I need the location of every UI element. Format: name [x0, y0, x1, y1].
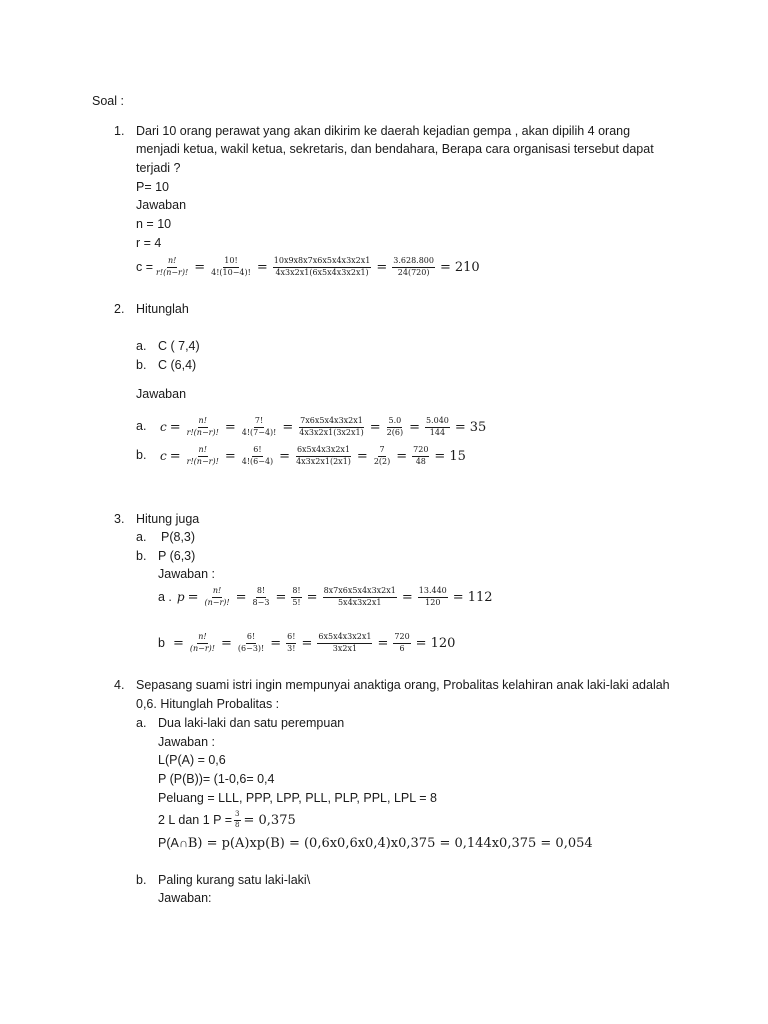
q3-b-text: P (6,3) — [158, 549, 196, 563]
q3a-frac-1: $\frac{n!}{(n-r)!}$ — [204, 586, 230, 607]
q3-title: Hitung juga — [136, 512, 200, 526]
q1-result: 210 — [454, 259, 480, 275]
q3b-frac-2: $\frac{6!}{(6-3)!}$ — [237, 632, 265, 653]
q2b-frac-4: $\frac{7}{2(2)}$ — [373, 445, 391, 466]
q2-b-label: b. — [136, 358, 147, 372]
q1-frac-1: $\frac{n!}{r!(n-r)!}$ — [156, 256, 189, 277]
q1-p: P= 10 — [136, 180, 170, 194]
q1-formula: c = $\frac{n!}{r!(n-r)!}$ = $\frac{10!}{4!(10-4)!}$ = $\frac{10x9x8x7x6x5x4x3x2x1}{4x3x2x1(6x5x4x3x2x1)}$ = $\frac{3.628.800}{24(720)}$ = 210 — [136, 256, 480, 277]
q2-title: Hitunglah — [136, 302, 189, 316]
q4-a-label: a. — [136, 716, 147, 730]
q2-jawaban: Jawaban — [136, 387, 187, 401]
q3-a-label: a. — [136, 530, 147, 544]
q4-pb: P (P(B))= (1-0,6= 0,4 — [158, 772, 275, 786]
q4-line2: 0,6. Hitunglah Probalitas : — [136, 697, 280, 711]
q4-twol-frac: $\frac{3}{8}$ — [235, 810, 240, 829]
q4-peluang: Peluang = LLL, PPP, LPP, PLL, PLP, PPL, LPL = 8 — [158, 791, 437, 805]
q1-frac-2: $\frac{10!}{4!(10-4)!}$ — [211, 256, 251, 277]
q1-formula-lhs: c = — [136, 259, 154, 274]
q2-formula-b: c = $\frac{n!}{r!(n-r)!}$ = $\frac{6!}{4!(6-4)}$ = $\frac{6x5x4x3x2x1}{4x3x2x1(2x1)}$ = $\frac{7}{2(2)}$ = $\frac{720}{48}$ = 15 — [160, 445, 466, 466]
q4-b-label: b. — [136, 873, 147, 887]
q4-a-text: Dua laki-laki dan satu perempuan — [158, 716, 345, 730]
q2a-frac-4: $\frac{5.0}{2(6)}$ — [386, 416, 404, 437]
q3-jawaban: Jawaban : — [158, 567, 215, 581]
q3a-frac-3: $\frac{8!}{5!}$ — [292, 586, 301, 607]
q2-formula-a: c = $\frac{n!}{r!(n-r)!}$ = $\frac{7!}{4!(7-4)!}$ = $\frac{7x6x5x4x3x2x1}{4x3x2x1(3x2x1)}$ = $\frac{5.0}{2(6)}$ = $\frac{5.040}{144}$ = 35 — [160, 416, 487, 437]
q2-number: 2. — [114, 302, 125, 316]
q3a-frac-2: $\frac{8!}{8-3}$ — [252, 586, 270, 607]
q4-twol: 2 L dan 1 P = $\frac{3}{8}$ = 0,375 — [158, 810, 296, 829]
q1-line3: terjadi ? — [136, 161, 181, 175]
q2b-frac-1: $\frac{n!}{r!(n-r)!}$ — [186, 445, 219, 466]
q2-a-text: C ( 7,4) — [158, 339, 200, 353]
q4-line1: Sepasang suami istri ingin mempunyai anaktiga orang, Probalitas kelahiran anak laki-laki adalah — [136, 678, 670, 692]
q3-a-text: P(8,3) — [161, 530, 196, 544]
q2b-frac-2: $\frac{6!}{4!(6-4)}$ — [241, 445, 274, 466]
page-title: Soal : — [92, 94, 124, 108]
q3b-frac-4: $\frac{6x5x4x3x2x1}{3x2x1}$ — [318, 632, 372, 653]
q3a-result: 112 — [467, 589, 493, 605]
q2-a-label: a. — [136, 339, 147, 353]
q2-fb-label: b. — [136, 448, 147, 462]
q1-jawaban: Jawaban — [136, 198, 187, 212]
q2-fa-label: a. — [136, 419, 147, 433]
q4-b-text: Paling kurang satu laki-laki\ — [158, 873, 311, 887]
q2b-frac-3: $\frac{6x5x4x3x2x1}{4x3x2x1(2x1)}$ — [296, 445, 351, 466]
q3-formula-b: b = $\frac{n!}{(n-r)!}$ = $\frac{6!}{(6-3)!}$ = $\frac{6!}{3!}$ = $\frac{6x5x4x3x2x1}{3x2x1}$ = $\frac{720}{6}$ = 120 — [158, 632, 456, 653]
q1-frac-3: $\frac{10x9x8x7x6x5x4x3x2x1}{4x3x2x1(6x5x4x3x2x1)}$ — [273, 256, 371, 277]
q1-r: r = 4 — [136, 236, 162, 250]
q2a-frac-2: $\frac{7!}{4!(7-4)!}$ — [241, 416, 277, 437]
q1-line2: menjadi ketua, wakil ketua, sekretaris, dan bendahara, Berapa cara organisasi tersebut dapat — [136, 142, 654, 156]
q1-line1: Dari 10 orang perawat yang akan dikirim ke daerah kejadian gempa , akan dipilih 4 orang — [136, 124, 631, 138]
q4-la: L(P(A) = 0,6 — [158, 753, 226, 767]
q3b-frac-1: $\frac{n!}{(n-r)!}$ — [189, 632, 215, 653]
q2a-frac-3: $\frac{7x6x5x4x3x2x1}{4x3x2x1(3x2x1)}$ — [299, 416, 364, 437]
q3b-result: 120 — [430, 635, 456, 651]
q4-pab: P(A∩ B) = p(A)xp(B) = (0,6x0,6x0,4)x0,375 = 0,144x0,375 = 0,054 — [158, 835, 593, 851]
q3-formula-a: a . p = $\frac{n!}{(n-r)!}$ = $\frac{8!}{8-3}$ = $\frac{8!}{5!}$ = $\frac{8x7x6x5x4x3x2x1}{5x4x3x2x1}$ = $\frac{13.440}{120}$ = 112 — [158, 586, 493, 607]
q2-b-text: C (6,4) — [158, 358, 197, 372]
q4-number: 4. — [114, 678, 125, 692]
q1-frac-4: $\frac{3.628.800}{24(720)}$ — [393, 256, 434, 277]
q3-b-label: b. — [136, 549, 147, 563]
q2b-result: 15 — [449, 448, 466, 464]
q4-b-jawaban: Jawaban: — [158, 891, 212, 905]
q2a-frac-1: $\frac{n!}{r!(n-r)!}$ — [186, 416, 219, 437]
q2b-frac-5: $\frac{720}{48}$ — [413, 445, 429, 466]
q3a-frac-5: $\frac{13.440}{120}$ — [418, 586, 447, 607]
q3b-frac-3: $\frac{6!}{3!}$ — [287, 632, 296, 653]
q1-n: n = 10 — [136, 217, 172, 231]
q1-number: 1. — [114, 124, 125, 138]
q3a-frac-4: $\frac{8x7x6x5x4x3x2x1}{5x4x3x2x1}$ — [323, 586, 396, 607]
q4-jawaban: Jawaban : — [158, 735, 215, 749]
q3-number: 3. — [114, 512, 125, 526]
q2a-frac-5: $\frac{5.040}{144}$ — [425, 416, 449, 437]
q3b-frac-5: $\frac{720}{6}$ — [394, 632, 410, 653]
q2a-result: 35 — [469, 419, 487, 435]
